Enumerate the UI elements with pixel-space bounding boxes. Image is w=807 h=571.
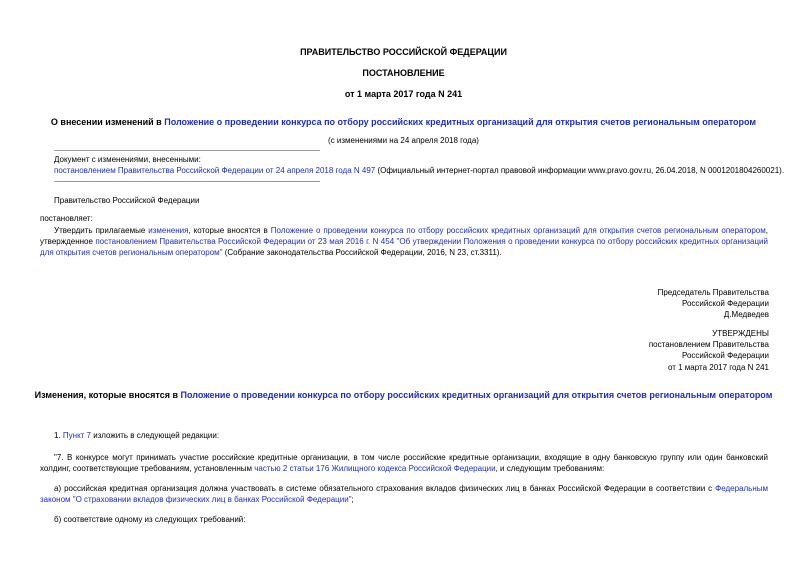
doc-date-number: от 1 марта 2017 года N 241 xyxy=(344,89,463,99)
doc-title xyxy=(0,117,807,127)
item-7-paragraph xyxy=(40,452,768,474)
body-decides: постановляет: xyxy=(40,214,93,223)
body-paragraph-1 xyxy=(40,225,768,259)
approved-line-3: Российской Федерации xyxy=(682,351,769,361)
item-1 xyxy=(54,431,219,440)
changes-title-prefix: Изменения, которые вносятся в xyxy=(34,390,181,400)
government-name: ПРАВИТЕЛЬСТВО РОССИЙСКОЙ ФЕДЕРАЦИИ xyxy=(300,47,507,57)
p1-part-d: (Собрание законодательства Российской Федерации, 2016, N 23, ст.3311). xyxy=(222,248,502,258)
changes-box-title: Документ с изменениями, внесенными: xyxy=(54,155,201,164)
changes-title xyxy=(0,390,807,400)
item-a-paragraph xyxy=(40,483,768,505)
item-1-link[interactable]: Пункт 7 xyxy=(62,431,91,440)
p1-part-a: Утвердить прилагаемые xyxy=(54,226,149,235)
item-7-part-b: , и следующим требованиям: xyxy=(495,464,605,474)
p1-part-b: , которые вносятся в xyxy=(188,226,271,235)
signature-line-1: Председатель Правительства xyxy=(657,288,769,297)
approved-line-1: УТВЕРЖДЕНЫ xyxy=(712,329,769,338)
body-government: Правительство Российской Федерации xyxy=(54,196,200,205)
signature-block xyxy=(658,287,769,321)
p1-link-changes[interactable]: изменения xyxy=(148,226,189,235)
approved-block xyxy=(649,328,769,373)
signature-line-2: Российской Федерации xyxy=(682,299,769,309)
approved-line-2: постановлением Правительства xyxy=(648,340,769,350)
p1-part-c: , утвержденное xyxy=(40,226,768,247)
doc-title-prefix: О внесении изменений в xyxy=(50,117,165,127)
amended-note: (с изменениями на 24 апреля 2018 года) xyxy=(328,136,479,145)
item-7-link[interactable]: частью 2 статьи 176 Жилищного кодекса Российской Федерации xyxy=(254,464,496,474)
divider-bottom xyxy=(54,181,320,182)
approved-line-4: от 1 марта 2017 года N 241 xyxy=(667,362,769,372)
p1-link-resolution[interactable]: постановлением Правительства Российской Федерации от 23 мая 2016 г. N 454 "Об утверждении Положения о проведении конкурса по отбору российских кредитных организаций для открытия счетов региональным оператором" xyxy=(40,237,768,258)
divider-top xyxy=(54,150,320,151)
changes-title-link[interactable]: Положение о проведении конкурса по отбору российских кредитных организаций для открытия счетов региональным оператором xyxy=(180,390,773,400)
item-1-number: 1. xyxy=(54,431,63,440)
item-a-part-a: а) российская кредитная организация должна участвовать в системе обязательного страхования вкладов физических лиц в банках Российской Федерации в соответствии с xyxy=(54,484,716,493)
item-a-link[interactable]: Федеральным законом "О страховании вкладов физических лиц в банках Российской Федерации" xyxy=(40,484,768,505)
changes-box-tail: (Официальный интернет-портал правовой информации www.pravo.gov.ru, 26.04.2018, N 0001201804260021). xyxy=(375,166,785,175)
signature-line-3: Д.Медведев xyxy=(723,310,769,320)
changes-box-link[interactable]: постановлением Правительства Российской Федерации от 24 апреля 2018 года N 497 xyxy=(54,166,376,175)
changes-box-text xyxy=(54,166,784,175)
item-7-part-a: "7. В конкурсе могут принимать участие российские кредитные организации, в том числе российские кредитные организации, входящие в одну банковскую группу или один банковский холдинг, соответствующие требованиям, установленным xyxy=(40,453,768,474)
item-1-text: изложить в следующей редакции: xyxy=(91,431,220,440)
item-b: б) соответствие одному из следующих требований: xyxy=(54,515,246,524)
doc-type: ПОСТАНОВЛЕНИЕ xyxy=(362,68,445,78)
item-a-part-b: ; xyxy=(351,495,354,505)
doc-title-link[interactable]: Положение о проведении конкурса по отбору российских кредитных организаций для открытия счетов региональным оператором xyxy=(164,117,757,127)
p1-link-regulation[interactable]: Положение о проведении конкурса по отбору российских кредитных организаций для открытия счетов региональным оператором xyxy=(270,226,766,235)
